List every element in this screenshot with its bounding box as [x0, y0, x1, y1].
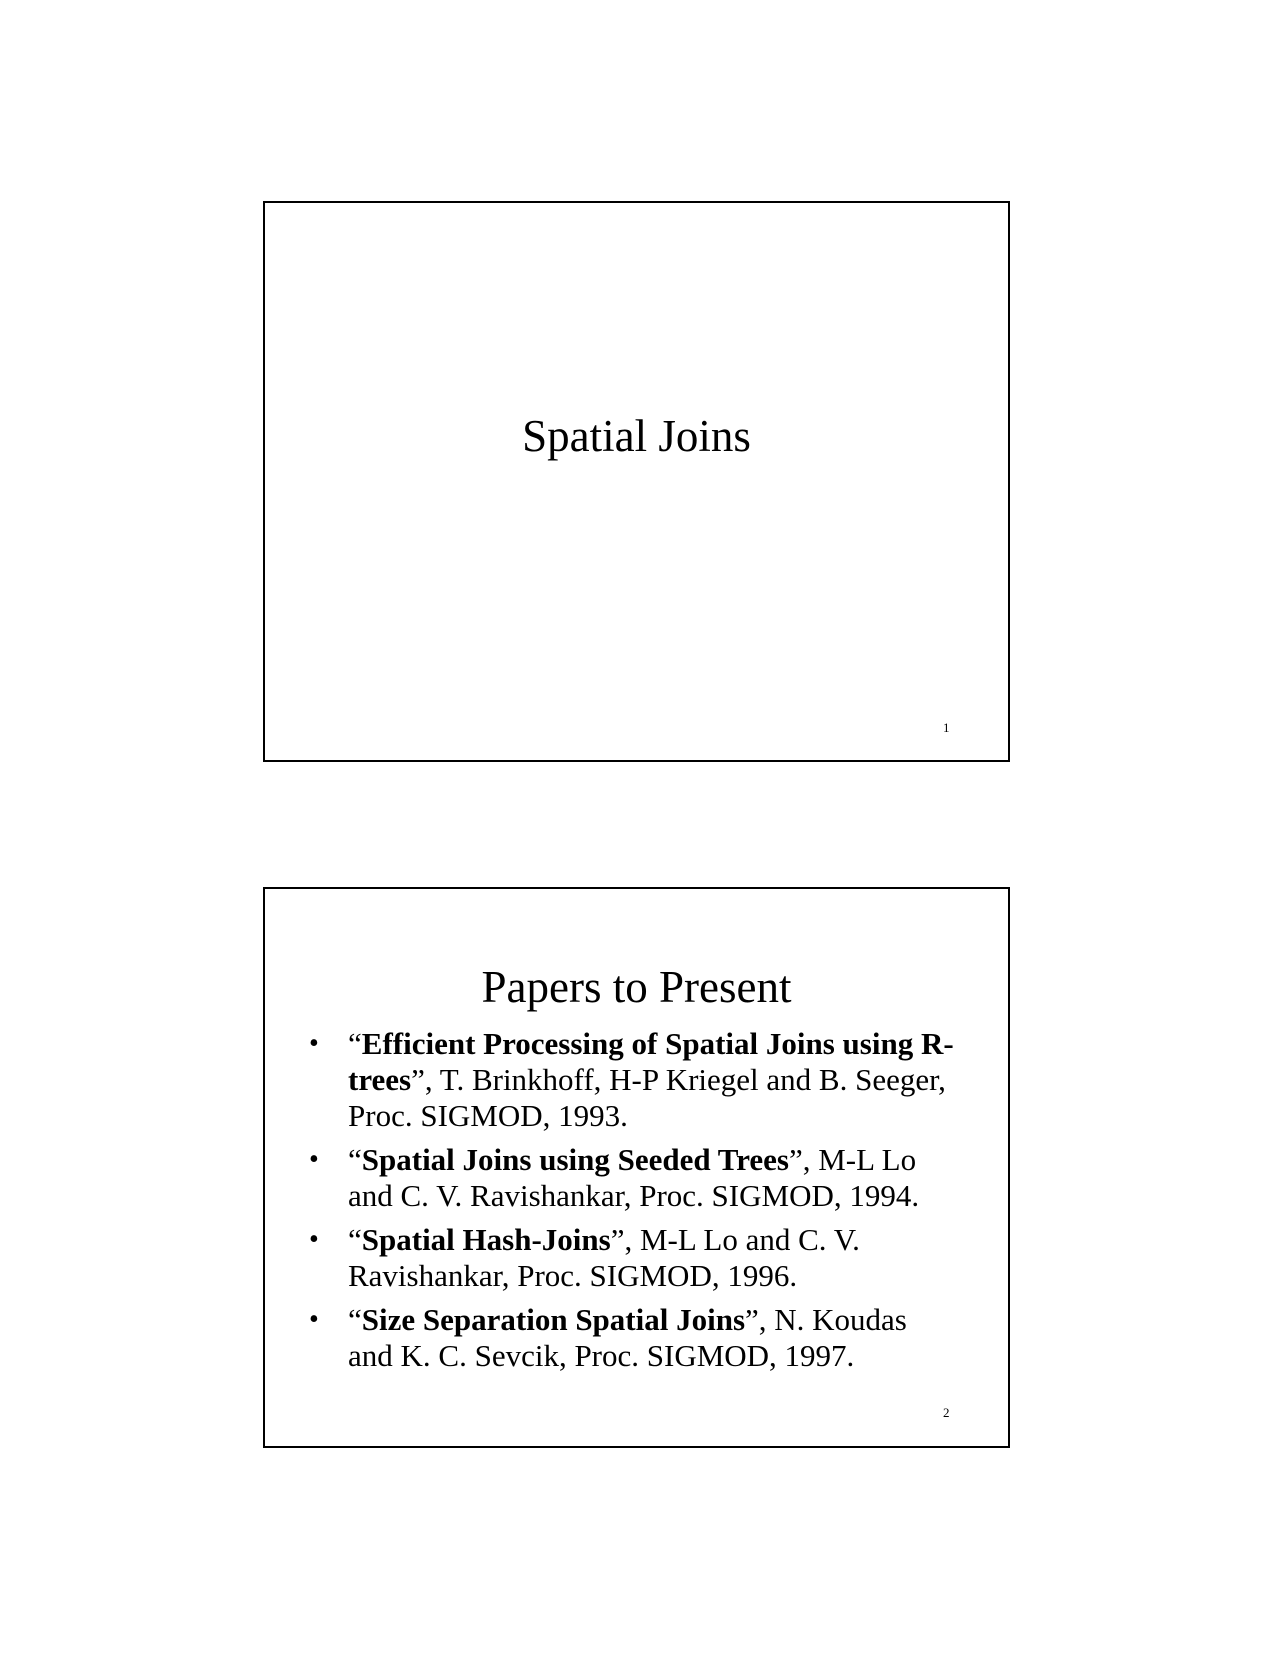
slide-2	[263, 887, 1010, 1448]
slide-number: 1	[943, 720, 950, 735]
list-item	[307, 1302, 957, 1374]
list-item	[307, 1026, 957, 1134]
paper-list	[307, 1026, 957, 1382]
open-quote: “	[348, 1026, 362, 1061]
list-item	[307, 1222, 957, 1294]
list-item	[307, 1142, 957, 1214]
paper-details: ”, T. Brinkhoff, H-P Kriegel and B. Seeger, Proc. SIGMOD, 1993.	[348, 1062, 946, 1133]
paper-details: ”, M-L Lo and C. V. Ravishankar, Proc. SIGMOD, 1996.	[348, 1222, 860, 1293]
paper-title: Spatial Hash-Joins	[361, 1222, 611, 1257]
open-quote: “	[348, 1142, 362, 1177]
open-quote: “	[348, 1222, 362, 1257]
paper-details: ”, N. Koudas and K. C. Sevcik, Proc. SIGMOD, 1997.	[348, 1302, 907, 1373]
paper-title: Size Separation Spatial Joins	[361, 1302, 746, 1337]
paper-details: ”, M-L Lo and C. V. Ravishankar, Proc. SIGMOD, 1994.	[348, 1142, 920, 1213]
bullet-icon: •	[309, 1224, 319, 1255]
slide-title: Papers to Present	[481, 962, 792, 1012]
bullet-icon: •	[309, 1028, 319, 1059]
slide-title: Spatial Joins	[522, 411, 751, 461]
bullet-icon: •	[309, 1144, 319, 1175]
paper-title: Spatial Joins using Seeded Trees	[361, 1142, 789, 1177]
slide-1	[263, 201, 1010, 762]
open-quote: “	[348, 1302, 362, 1337]
bullet-icon: •	[309, 1304, 319, 1335]
slide-number: 2	[943, 1405, 950, 1420]
paper-title: Efficient Processing of Spatial Joins using R-trees	[348, 1026, 954, 1097]
